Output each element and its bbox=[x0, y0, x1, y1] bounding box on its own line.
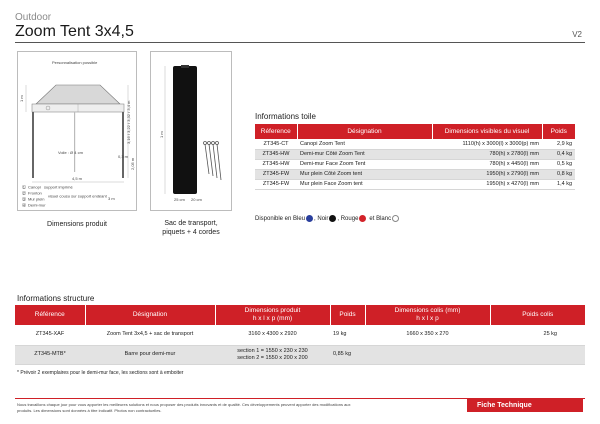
leg-back bbox=[74, 112, 75, 172]
wall-dim: Voile : Ø 4 cm bbox=[58, 150, 83, 155]
bag-height-dim: 1 m bbox=[159, 131, 164, 138]
svg-text:visuel cousu sur support endéa: visuel cousu sur support endéant bbox=[48, 193, 107, 199]
product-diagram-panel bbox=[17, 51, 137, 211]
category-label: Outdoor bbox=[15, 12, 52, 23]
canopy-roof bbox=[36, 85, 120, 104]
svg-text:Fronton: Fronton bbox=[28, 190, 42, 196]
structure-col-dimensions: Dimensions produit h x l x p (mm) bbox=[215, 305, 330, 325]
bag-width-dim: 25 cm bbox=[174, 197, 185, 202]
bag-diagram bbox=[151, 52, 233, 212]
structure-col-designation: Désignation bbox=[85, 305, 215, 325]
toile-col-reference: Réference bbox=[255, 124, 297, 139]
table-row: ZT345-CT Canopi Zoom Tent 1110(h) x 3000(l) x 3000(p) mm 2,9 kg bbox=[255, 139, 575, 149]
svg-text:Mur plein: Mur plein bbox=[28, 196, 45, 202]
table-row: ZT345-HW Demi-mur Face Zoom Tent 780(h) x 4450(l) mm 0,5 kg bbox=[255, 159, 575, 169]
depth-dim: 3 m bbox=[108, 196, 115, 201]
blue-swatch-icon bbox=[306, 215, 313, 222]
toile-col-dimensions: Dimensions visibles du visuel bbox=[432, 124, 542, 139]
bag-depth-dim: 20 cm bbox=[191, 197, 202, 202]
color-availability: Disponible en Bleu , Noir , Rouge et Blanc bbox=[255, 215, 400, 222]
leg-front-left bbox=[32, 112, 34, 178]
footnote: * Prévoir 2 exemplaires pour le demi-mur face, les sections sont à emboiter bbox=[17, 370, 184, 376]
svg-text:support imprimé: support imprimé bbox=[44, 184, 73, 190]
table-row: ZT345-FW Mur plein Face Zoom tent 1950(h) x 4270(l) mm 1,4 kg bbox=[255, 179, 575, 189]
page-title: Zoom Tent 3x4,5 bbox=[15, 23, 134, 40]
structure-header-row bbox=[15, 305, 585, 325]
transport-bag bbox=[173, 66, 197, 194]
structure-table bbox=[15, 305, 585, 365]
width-dim: 4,5 m bbox=[72, 176, 83, 181]
tent-diagram bbox=[18, 52, 138, 212]
frame-top-dim: 1 m bbox=[19, 95, 24, 102]
product-dimensions-caption: Dimensions produit bbox=[47, 221, 107, 228]
toile-section-title: Informations toile bbox=[255, 112, 316, 121]
footer-disclaimer: Nous travaillons chaque jour pour vous apporter les meilleures solutions et nous proposer des produits innovants et de qualité. Ces développements peuvent apporter des modifications aux produits. Les dimensions sont données à titre indicatif. Photos non contractuelles. bbox=[17, 402, 351, 413]
pegs-icon bbox=[204, 142, 222, 181]
structure-col-poids-colis: Poids colis bbox=[490, 305, 585, 325]
toile-col-designation: Désignation bbox=[297, 124, 432, 139]
transport-bag-panel bbox=[150, 51, 232, 211]
structure-col-colis: Dimensions colis (mm) h x l x p bbox=[365, 305, 490, 325]
svg-text:1: 1 bbox=[22, 184, 26, 190]
valance-dim: 0,3 m bbox=[118, 154, 129, 159]
black-swatch-icon bbox=[329, 215, 336, 222]
svg-text:4: 4 bbox=[22, 202, 26, 208]
toile-table bbox=[255, 124, 575, 190]
svg-text:2: 2 bbox=[22, 190, 26, 196]
toile-col-poids: Poids bbox=[542, 124, 575, 139]
table-row: ZT345-FW Mur plein Côté Zoom tent 1950(h) x 2790(l) mm 0,8 kg bbox=[255, 169, 575, 179]
height-dim: 3,16 / 3,22 / 3,32 / 3,4 m bbox=[126, 100, 131, 144]
leg-front-right bbox=[122, 112, 124, 178]
svg-text:3: 3 bbox=[22, 196, 26, 202]
fiche-technique-badge: Fiche Technique bbox=[467, 398, 583, 412]
structure-section-title: Informations structure bbox=[17, 294, 95, 303]
leg-height-dim: 2,05 m bbox=[130, 157, 135, 170]
structure-col-poids: Poids bbox=[330, 305, 365, 325]
transport-bag-caption: Sac de transport, piquets + 4 cordes bbox=[162, 220, 220, 236]
table-row: ZT345-XAF Zoom Tent 3x4,5 + sac de transport 3160 x 4300 x 2920 19 kg 1660 x 350 x 270 25 kg bbox=[15, 325, 585, 345]
personalisation-label: Personnalisation possible bbox=[52, 60, 98, 65]
table-row: ZT345-MTB* Barre pour demi-mur section 1 = 1550 x 230 x 230 section 2 = 1550 x 200 x 200 0,85 kg bbox=[15, 345, 585, 364]
red-swatch-icon bbox=[359, 215, 366, 222]
white-swatch-icon bbox=[392, 215, 399, 222]
svg-text:Canopi: Canopi bbox=[28, 184, 41, 190]
svg-text:Demi-mur: Demi-mur bbox=[28, 202, 46, 208]
header-divider bbox=[15, 42, 585, 43]
version-label: V2 bbox=[572, 30, 582, 39]
structure-col-reference: Référence bbox=[15, 305, 85, 325]
table-row: ZT345-HW Demi-mur Côté Zoom Tent 780(h) x 2780(l) mm 0,4 kg bbox=[255, 149, 575, 159]
bag-handle bbox=[181, 65, 189, 68]
diagram-legend bbox=[22, 184, 107, 207]
toile-header-row bbox=[255, 124, 575, 139]
